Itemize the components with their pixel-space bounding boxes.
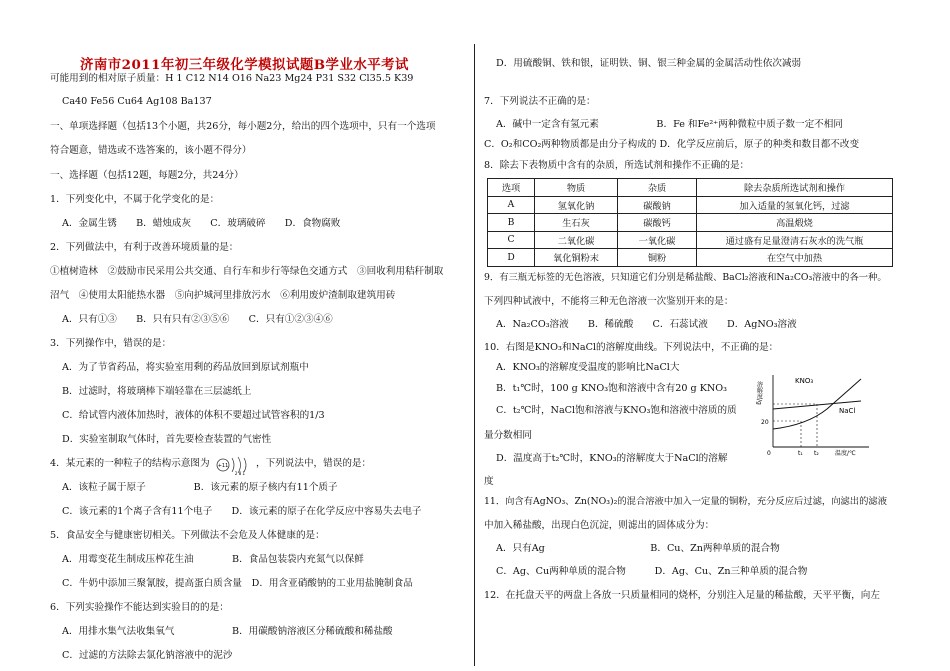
question-5: 5．食品安全与健康密切相关。下列做法不会危及人体健康的是： [50,530,325,541]
table-cell: 通过盛有足量澄清石灰水的洗气瓶 [697,231,893,249]
question-11-line-2: 中加入稀盐酸，出现白色沉淀，则滤出的固体成分为： [484,520,715,531]
table-cell: C [488,231,535,249]
y-tick-20: 20 [761,419,769,426]
question-7-options-cd: C．O₂和CO₂两种物质都是由分子构成的 D．化学反应前后，原子的种类和数目都不改变 [484,139,860,150]
table-cell: 氧化铜粉末 [535,249,618,267]
question-10: 10．右图是KNO₃和NaCl的溶解度曲线。下列说法中，不正确的是： [484,342,779,353]
question-6-options-ab: A．用排水集气法收集氧气 B．用碳酸钠溶液区分稀硫酸和稀盐酸 [62,626,393,637]
table-header-cell: 杂质 [618,179,697,197]
table-row [488,249,893,267]
section1-line-1: 一、单项选择题（包括13个小题，共26分，每小题2分，给出的四个选项中，只有一个选项 [50,121,436,132]
question-10-option-d-cont: 度 [484,476,494,487]
question-6-option-d: D．用硫酸铜、铁和银，证明铁、铜、银三种金属的金属活动性依次减弱 [496,58,802,69]
question-6: 6．下列实验操作不能达到实验目的的是： [50,602,229,613]
question-4-options-cd: C．该元素的1个离子含有11个电子 D．该元素的原子在化学反应中容易失去电子 [62,506,422,517]
question-10-option-d: D．温度高于t₂℃时，KNO₃的溶解度大于NaCl的溶解 [496,453,728,464]
table-cell: D [488,249,535,267]
table-cell: B [488,214,535,232]
question-7: 7．下列说法不正确的是： [484,96,596,107]
question-10-option-a: A．KNO₃的溶解度受温度的影响比NaCl大 [496,362,680,373]
question-2-line-2: 沼气 ④使用太阳能热水器 ⑤向护城河里排放污水 ⑥利用废炉渣制取建筑用砖 [50,290,396,301]
table-row [488,196,893,214]
table-cell: A [488,196,535,214]
table-cell: 一氧化碳 [618,231,697,249]
question-1-options: A．金属生锈 B．蜡烛成灰 C．玻璃破碎 D．食物腐败 [62,218,341,229]
question-9-line-2: 下列四种试液中，不能将三种无色溶液一次鉴别开来的是： [484,296,734,307]
question-8: 8．除去下表物质中含有的杂质，所选试剂和操作不正确的是： [484,160,750,171]
question-5-options-ab: A．用霉变花生制成压榨花生油 B．食品包装袋内充氮气以保鲜 [62,554,364,565]
table-header-cell: 除去杂质所选试剂和操作 [697,179,893,197]
table-row [488,231,893,249]
atomic-mass-line-1: 可能用到的相对原子质量：H 1 C12 N14 O16 Na23 Mg24 P31 S32 Cl35.5 K39 [50,73,414,84]
table-header-cell: 选项 [488,179,535,197]
table-header-row [488,179,893,197]
table-cell: 碳酸钠 [618,196,697,214]
exam-title: 济南市2011年初三年级化学模拟试题B学业水平考试 [80,57,409,73]
t2-label: t₂ [814,450,819,457]
question-11-options-cd: C．Ag、Cu两种单质的混合物 D．Ag、Cu、Zn三种单质的混合物 [496,566,808,577]
shell-arc-3 [244,458,246,472]
table-cell: 铜粉 [618,249,697,267]
question-4-prefix: 4．某元素的一种粒子的结构示意图为 [50,458,210,469]
table-cell: 氢氧化钠 [535,196,618,214]
table-cell: 在空气中加热 [697,249,893,267]
column-divider [474,44,475,666]
table-cell: 高温煅烧 [697,214,893,232]
shell-arc-1 [232,458,234,472]
question-1: 1．下列变化中，不属于化学变化的是： [50,194,220,205]
section1-line-2: 符合题意，错选或不选答案的，该小题不得分） [50,145,252,156]
nacl-label: NaCl [839,407,856,415]
question-9-options: A．Na₂CO₃溶液 B．稀硫酸 C．石蕊试液 D．AgNO₃溶液 [496,319,797,330]
origin-label: 0 [767,450,771,457]
y-axis-label: 溶解度/g [755,381,763,405]
solubility-curve-graph [757,371,875,457]
question-3-option-b: B．过滤时，将玻璃棒下端轻靠在三层滤纸上 [62,386,252,397]
question-2-line-1: ①植树造林 ②鼓励市民采用公共交通、自行车和步行等绿色交通方式 ③回收利用秸秆制取 [50,266,444,277]
question-10-option-b: B．t₁℃时，100 g KNO₃饱和溶液中含有20 g KNO₃ [496,383,727,394]
table-cell: 生石灰 [535,214,618,232]
question-3-option-c: C．给试管内液体加热时，液体的体积不要超过试管容积的1/3 [62,410,325,421]
table-cell: 二氧化碳 [535,231,618,249]
question-3-option-d: D．实验室制取气体时，首先要检查装置的气密性 [62,434,272,445]
question-5-options-cd: C．牛奶中添加三聚氰胺，提高蛋白质含量 D．用含亚硝酸钠的工业用盐腌制食品 [62,578,413,589]
question-11-options-ab: A．只有Ag B．Cu、Zn两种单质的混合物 [496,543,780,554]
table-header-cell: 物质 [535,179,618,197]
question-2: 2．下列做法中，有利于改善环境质量的是： [50,242,239,253]
question-3: 3．下列操作中，错误的是： [50,338,172,349]
table-cell: 碳酸钙 [618,214,697,232]
question-2-options: A．只有①③ B．只有只有②③⑤⑥ C．只有①②③④⑥ [62,314,333,325]
question-4-options-ab: A．该粒子属于原子 B．该元素的原子核内有11个质子 [62,482,338,493]
atomic-mass-line-2: Ca40 Fe56 Cu64 Ag108 Ba137 [62,96,212,107]
section2-heading: 一、选择题（包括12题，每题2分，共24分） [50,170,244,181]
atom-structure-diagram [214,454,254,476]
question-4-suffix: ，下列说法中，错误的是： [256,458,372,469]
shell-electrons: 2 8 1 [234,471,246,476]
impurity-table [487,178,893,267]
question-11-line-1: 11．向含有AgNO₃、Zn(NO₃)₂的混合溶液中加入一定量的铜粉，充分反应后过滤，向滤出的滤液 [484,496,887,507]
t1-label: t₁ [798,450,803,457]
question-9-line-1: 9．有三瓶无标签的无色溶液，只知道它们分别是稀盐酸、BaCl₂溶液和Na₂CO₃溶液中的各一种。 [484,272,887,283]
question-10-option-c-cont: 量分数相同 [484,430,532,441]
nucleus-label: +11 [217,463,229,469]
table-cell: 加入适量的氢氧化钙，过滤 [697,196,893,214]
kno3-label: KNO₃ [795,377,814,385]
x-axis-label: 温度/℃ [835,450,856,457]
question-12: 12．在托盘天平的两盘上各放一只质量相同的烧杯，分别注入足量的稀盐酸，天平平衡，向左 [484,590,880,601]
table-row [488,214,893,232]
question-10-option-c: C．t₂℃时，NaCl饱和溶液与KNO₃饱和溶液中溶质的质 [496,405,737,416]
question-3-option-a: A．为了节省药品，将实验室用剩的药品放回到原试剂瓶中 [62,362,309,373]
question-6-option-c: C．过滤的方法除去氯化钠溶液中的泥沙 [62,650,233,661]
question-7-options-ab: A．碱中一定含有氢元素 B．Fe 和Fe²⁺两种微粒中质子数一定不相同 [496,119,843,130]
